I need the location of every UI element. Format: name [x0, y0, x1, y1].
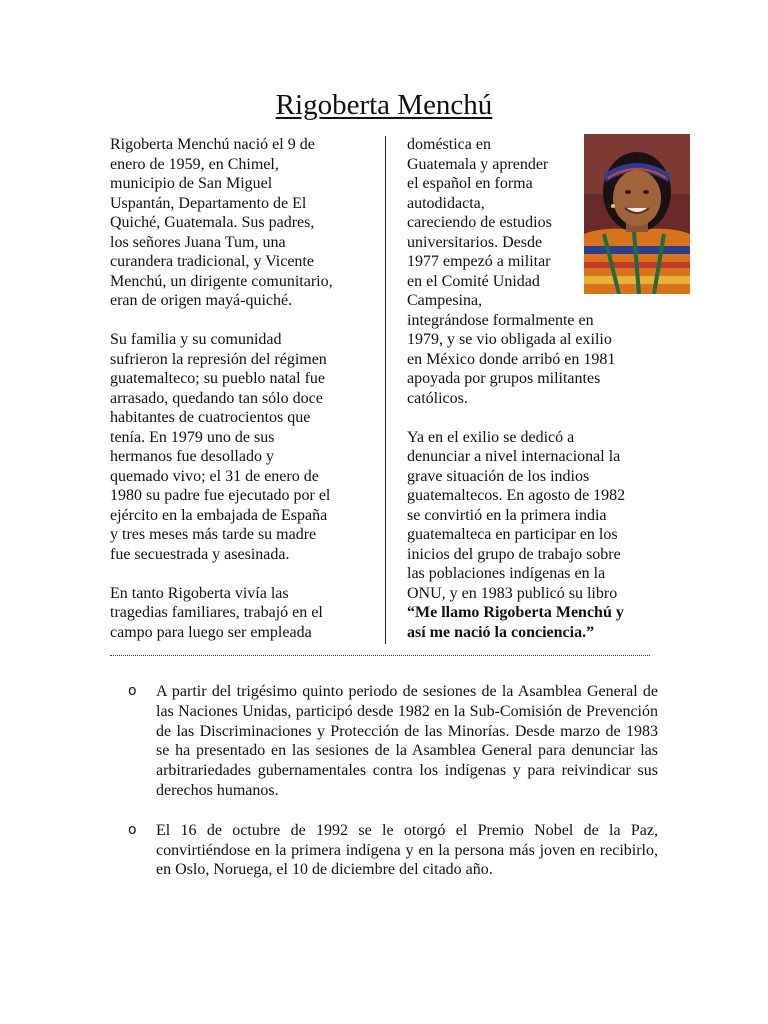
paragraph-activism: doméstica en Guatemala y aprender el español en forma autodidacta, careciendo de estudios universitarios. Desde 1977 empezó a militar en el Comité Unidad Campesina, integrándose formalmente en 1979, y se vio obligada al exilio en México donde arribó en 1981 apoyada por grupos militantes católicos.: [407, 136, 616, 407]
left-column: [110, 135, 372, 642]
list-item: [128, 821, 658, 880]
bullet-marker: o: [128, 683, 137, 699]
bullet-text: A partir del trigésimo quinto periodo de sesiones de la Asamblea General de las Naciones Unidas, participó desde 1982 en la Sub-Comisión de Prevención de las Discriminaciones y Protección de las Minorías. Desde marzo de 1983 se ha presentado en las sesiones de la Asamblea General para denunciar las arbitrariedades gubernamentales contra los indígenas y para reivindicar sus derechos humanos.: [156, 683, 658, 799]
paragraph-repression: Su familia y su comunidad sufrieron la represión del régimen guatemalteco; su pueblo natal fue arrasado, quedando tan sólo doce habitantes de cuatrocientos que tenía. En 1979 uno de sus hermanos fue desollado y quemado vivo; el 31 de enero de 1980 su padre fue ejecutado por el ejército en la embajada de España y tres meses más tarde su madre fue secuestrada y asesinada.: [110, 331, 331, 563]
exile-text: Ya en el exilio se dedicó a denunciar a nivel internacional la grave situación de los indios guatemaltecos. En agosto de 1982 se convirtió en la primera india guatemalteca en participar en los inicios del grupo de trabajo sobre las poblaciones indígenas en la ONU, y en 1983 publicó su libro: [407, 428, 626, 602]
bullet-list: [128, 682, 658, 900]
paragraph-exile: [407, 428, 659, 643]
section-separator: [110, 655, 650, 656]
page-title: Rigoberta Menchú: [275, 89, 493, 121]
bullet-text: El 16 de octubre de 1992 se le otorgó el Premio Nobel de la Paz, convirtiéndose en la primera indígena y en la persona más joven en recibirlo, en Oslo, Noruega, el 10 de diciembre del citado año.: [156, 821, 658, 879]
bullet-marker: o: [128, 821, 137, 838]
paragraph-tragedies: En tanto Rigoberta vivía las tragedias familiares, trabajó en el campo para luego ser empleada: [110, 584, 323, 641]
paragraph-birth: Rigoberta Menchú nació el 9 de enero de 1959, en Chimel, municipio de San Miguel Uspantán, Departamento de El Quiché, Guatemala. Sus padres, los señores Juana Tum, una curandera tradicional, y Vicente Menchú, un dirigente comunitario, eran de origen mayá-quiché.: [110, 136, 333, 309]
list-item: [128, 682, 658, 801]
book-title: “Me llamo Rigoberta Menchú y así me nació la conciencia.”: [407, 604, 624, 641]
portrait-photo: [584, 134, 690, 294]
column-divider: [385, 136, 386, 644]
